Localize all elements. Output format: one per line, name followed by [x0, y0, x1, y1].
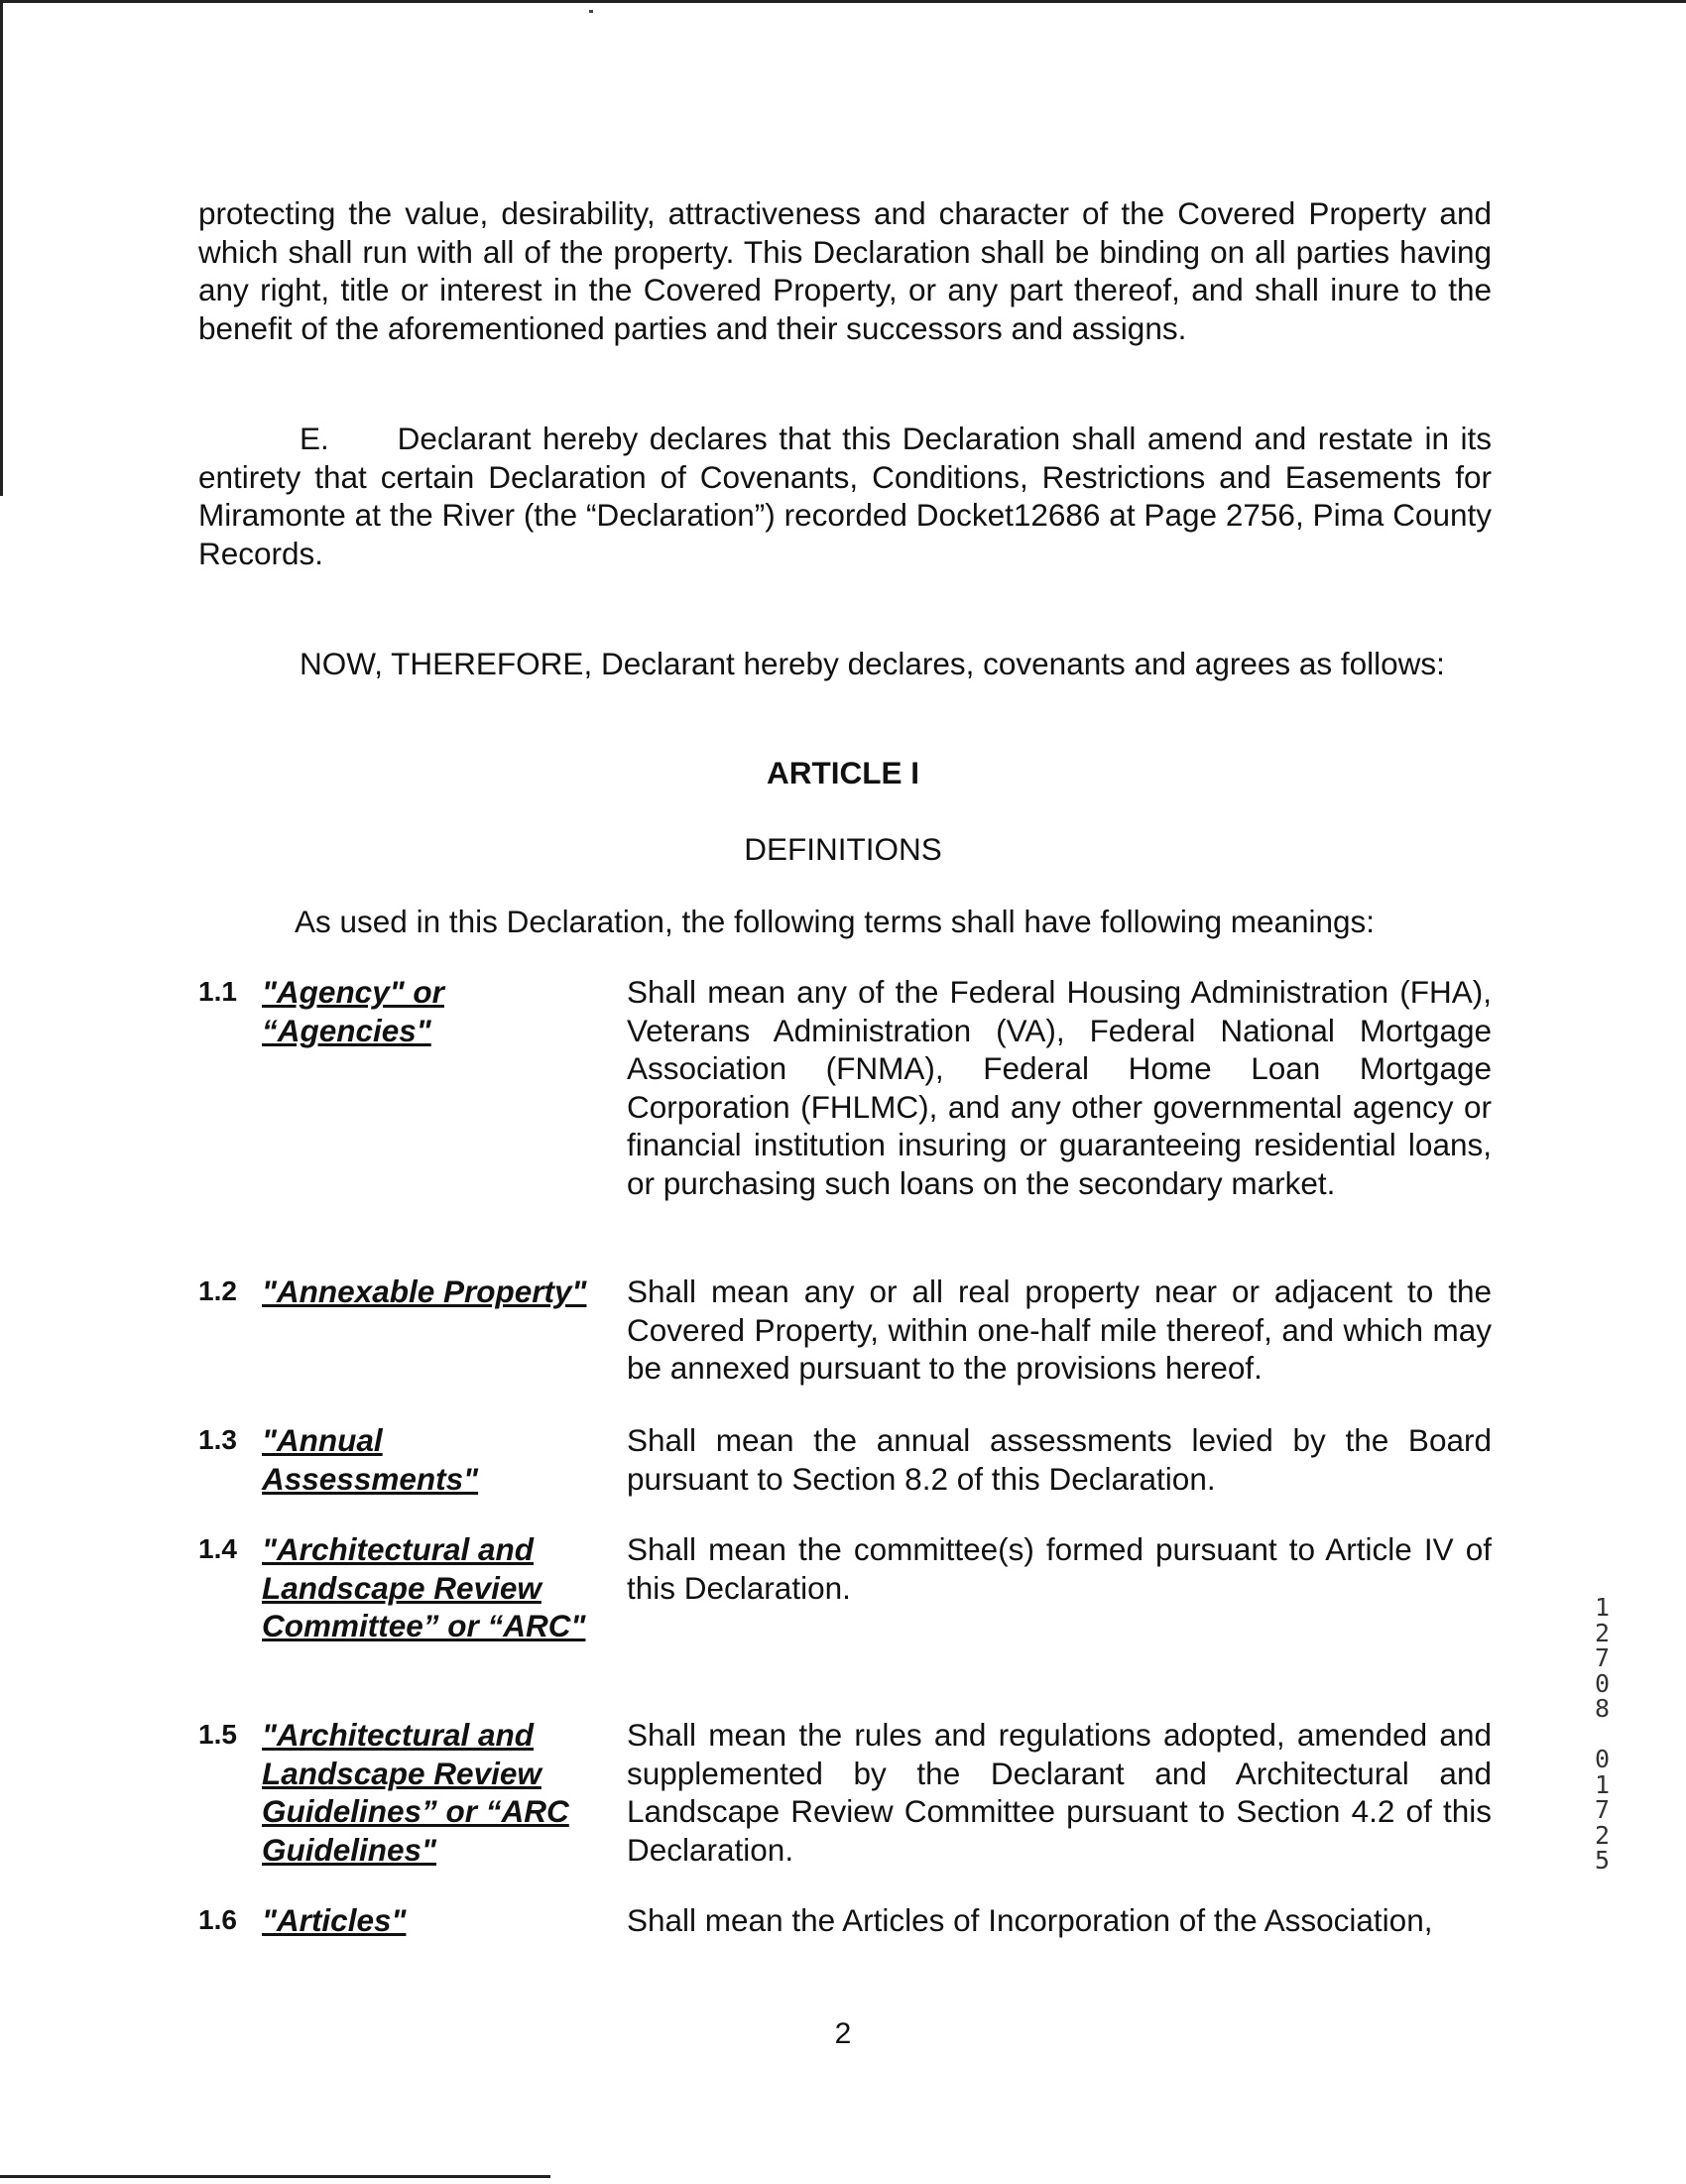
- definition-term: "Agency" or “Agencies": [262, 974, 444, 1048]
- paragraph-e-text: Declarant hereby declares that this Declaration shall amend and restate in its entirety that certain Declaration of Covenants, Conditions, Restrictions and Easements for Miramonte at the River (the “Declaration”) recorded Docket12686 at Page 2756, Pima County Records.: [198, 421, 1492, 571]
- recording-stamp: 1 2 7 0 8 0 1 7 2 5: [1595, 1593, 1611, 1875]
- definition-term: "Articles": [262, 1902, 407, 1938]
- definition-text: Shall mean any or all real property near or adjacent to the Covered Property, within one-half mile thereof, and which may be annexed pursuant to the provisions hereof.: [627, 1274, 1492, 1386]
- definition-text: Shall mean the rules and regulations adopted, amended and supplemented by the Declarant and Architectural and Landscape Review Committee pursuant to Section 4.2 of this Declaration.: [627, 1717, 1492, 1868]
- definition-number: 1.6: [198, 1904, 237, 1935]
- definition-text: Shall mean any of the Federal Housing Administration (FHA), Veterans Administration (VA), Federal National Mortgage Association (FNMA), Federal Home Loan Mortgage Corporation (FHLMC), and any other governmental agency or financial institution insuring or guaranteeing residential loans, or purchasing such loans on the secondary market.: [627, 974, 1492, 1201]
- page-number: 2: [834, 2017, 852, 2050]
- article-heading: ARTICLE I: [767, 755, 919, 790]
- scan-speck: [589, 10, 593, 13]
- now-therefore-paragraph: NOW, THEREFORE, Declarant hereby declares, covenants and agrees as follows:: [300, 646, 1445, 681]
- scan-top-border: [0, 0, 1686, 3]
- definition-number: 1.1: [198, 976, 237, 1007]
- paragraph-e-label: E.: [300, 421, 329, 456]
- definition-term: "Architectural and Landscape Review Guidelines” or “ARC Guidelines": [262, 1717, 569, 1868]
- definition-term: "Annual Assessments": [262, 1422, 479, 1497]
- definitions-intro: As used in this Declaration, the following terms shall have following meanings:: [295, 904, 1376, 939]
- definition-number: 1.2: [198, 1275, 237, 1306]
- intro-paragraph: protecting the value, desirability, attractiveness and character of the Covered Property and which shall run with all of the property. This Declaration shall be binding on all parties having any right, title or interest in the Covered Property, or any part thereof, and shall inure to the benefit of the aforementioned parties and their successors and assigns.: [198, 195, 1492, 346]
- scan-left-border: [0, 0, 3, 496]
- definition-term: "Annexable Property": [262, 1274, 587, 1309]
- definition-number: 1.5: [198, 1719, 237, 1750]
- definition-text: Shall mean the Articles of Incorporation of the Association,: [627, 1902, 1433, 1938]
- definition-text: Shall mean the committee(s) formed pursuant to Article IV of this Declaration.: [627, 1531, 1492, 1606]
- definition-term: "Architectural and Landscape Review Committee” or “ARC": [262, 1531, 586, 1643]
- scan-bottom-border: [0, 2175, 550, 2178]
- definition-text: Shall mean the annual assessments levied by the Board pursuant to Section 8.2 of this Declaration.: [627, 1422, 1492, 1497]
- definition-number: 1.4: [198, 1533, 237, 1564]
- definition-number: 1.3: [198, 1424, 237, 1455]
- paragraph-e: [198, 420, 1492, 572]
- article-subheading: DEFINITIONS: [744, 831, 942, 867]
